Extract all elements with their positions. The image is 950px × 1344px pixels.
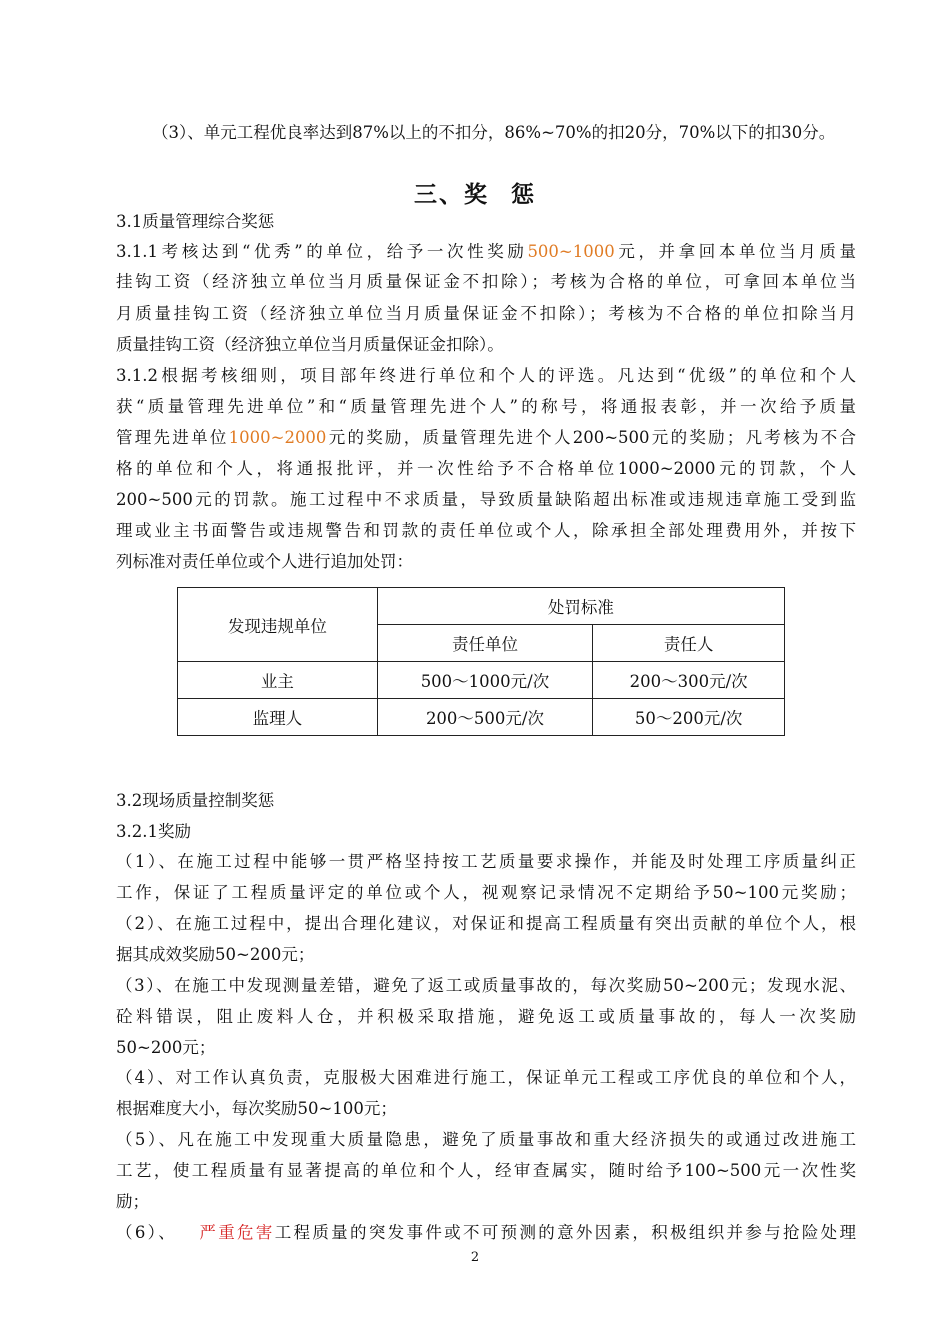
para-3-1-1-line-1	[116, 242, 856, 262]
text-run: 管理先进单位	[116, 428, 229, 447]
reward-3-line-1: （3）、在施工中发现测量差错，避免了返工或质量事故的，每次奖励50~200元；发现水泥、	[116, 976, 856, 995]
para-3-1-2-line-4: 格的单位和个人，将通报批评，并一次性给予不合格单位1000~2000元的罚款，个人	[116, 459, 856, 478]
section-3-2-heading: 3.2现场质量控制奖惩	[116, 791, 275, 810]
reward-1-line-1: （1）、在施工过程中能够一贯严格坚持按工艺质量要求操作，并能及时处理工序质量纠正	[116, 852, 856, 871]
para-3-1-2-line-5: 200~500元的罚款。施工过程中不求质量，导致质量缺陷超出标准或违规违章施工受到监	[116, 490, 856, 509]
reward-2-line-2: 据其成效奖励50~200元；	[116, 945, 315, 964]
section-title-part1: 三、奖	[414, 182, 489, 208]
table-cell-org-penalty: 500～1000元/次	[377, 662, 593, 699]
para-3-1-1-line-4: 质量挂钩工资（经济独立单位当月质量保证金扣除）。	[116, 335, 504, 354]
para-3-1-2-line-6: 理或业主书面警告或违规警告和罚款的责任单位或个人，除承担全部处理费用外，并按下	[116, 521, 856, 540]
para-3-1-2-line-2: 获“质量管理先进单位”和“质量管理先进个人”的称号，将通报表彰，并一次给予质量	[116, 397, 856, 416]
intro-item-3: （3）、单元工程优良率达到87%以上的不扣分，86%~70%的扣20分，70%以下的扣30分。	[152, 123, 836, 142]
header-responsible-unit: 责任单位	[377, 625, 593, 662]
penalty-table	[177, 587, 785, 736]
text-run: 3.1.1考核达到“优秀”的单位，给予一次性奖励	[116, 242, 528, 261]
header-responsible-person: 责任人	[593, 625, 785, 662]
table-row	[178, 699, 785, 736]
para-3-1-2-line-1: 3.1.2根据考核细则，项目部年终进行单位和个人的评选。凡达到“优级”的单位和个人	[116, 366, 856, 385]
text-run: 元的奖励，质量管理先进个人200~500元的奖励；凡考核为不合	[326, 428, 857, 447]
section-title-part2: 惩	[511, 182, 536, 208]
reward-1-line-2: 工作，保证了工程质量评定的单位或个人，视观察记录情况不定期给予50~100元奖励；	[116, 883, 856, 902]
table-cell-unit: 监理人	[178, 699, 378, 736]
highlight-amount: 1000~2000	[228, 428, 327, 447]
reward-4-line-2: 根据难度大小，每次奖励50~100元；	[116, 1099, 397, 1118]
page-number: 2	[470, 1250, 480, 1265]
para-3-1-1-line-2: 挂钩工资（经济独立单位当月质量保证金不扣除）；考核为合格的单位，可拿回本单位当	[116, 272, 856, 291]
para-3-1-1-line-3: 月质量挂钩工资（经济独立单位当月质量保证金不扣除）；考核为不合格的单位扣除当月	[116, 304, 856, 323]
table-cell-org-penalty: 200～500元/次	[377, 699, 593, 736]
table-cell-person-penalty: 50～200元/次	[593, 699, 785, 736]
reward-5-line-3: 励；	[116, 1192, 149, 1211]
reward-4-line-1: （4）、对工作认真负责，克服极大困难进行施工，保证单元工程或工序优良的单位和个人，	[116, 1068, 856, 1087]
reward-5-line-2: 工艺，使工程质量有显著提高的单位和个人，经审查属实，随时给予100~500元一次性奖	[116, 1161, 856, 1180]
reward-6-line-1	[116, 1223, 856, 1243]
table-cell-unit: 业主	[178, 662, 378, 699]
reward-3-line-3: 50~200元；	[116, 1038, 216, 1057]
para-3-1-2-line-3	[116, 428, 856, 448]
reward-2-line-1: （2）、在施工过程中，提出合理化建议，对保证和提高工程质量有突出贡献的单位个人，根	[116, 914, 856, 933]
table-cell-person-penalty: 200～300元/次	[593, 662, 785, 699]
text-run: 元，并拿回本单位当月质量	[614, 242, 856, 261]
para-3-1-2-line-7: 列标准对责任单位或个人进行追加处罚：	[116, 552, 413, 571]
highlight-amount: 500~1000	[527, 242, 615, 261]
header-penalty-standard: 处罚标准	[377, 588, 784, 625]
table-row	[178, 662, 785, 699]
highlight-red-text: 严重危害	[197, 1223, 275, 1242]
section-3-1-heading: 3.1质量管理综合奖惩	[116, 212, 275, 231]
section-title	[0, 176, 950, 209]
table-header-row	[178, 588, 785, 625]
text-run: 工程质量的突发事件或不可预测的意外因素，积极组织并参与抢险处理	[274, 1223, 857, 1242]
header-violation-unit: 发现违规单位	[178, 588, 378, 662]
reward-5-line-1: （5）、凡在施工中发现重大质量隐患，避免了质量事故和重大经济损失的或通过改进施工	[116, 1130, 856, 1149]
reward-3-line-2: 砼料错误，阻止废料人仓，并积极采取措施，避免返工或质量事故的，每人一次奖励	[116, 1007, 856, 1026]
text-run: （6）、	[116, 1223, 178, 1242]
section-3-2-1-heading: 3.2.1奖励	[116, 822, 191, 841]
